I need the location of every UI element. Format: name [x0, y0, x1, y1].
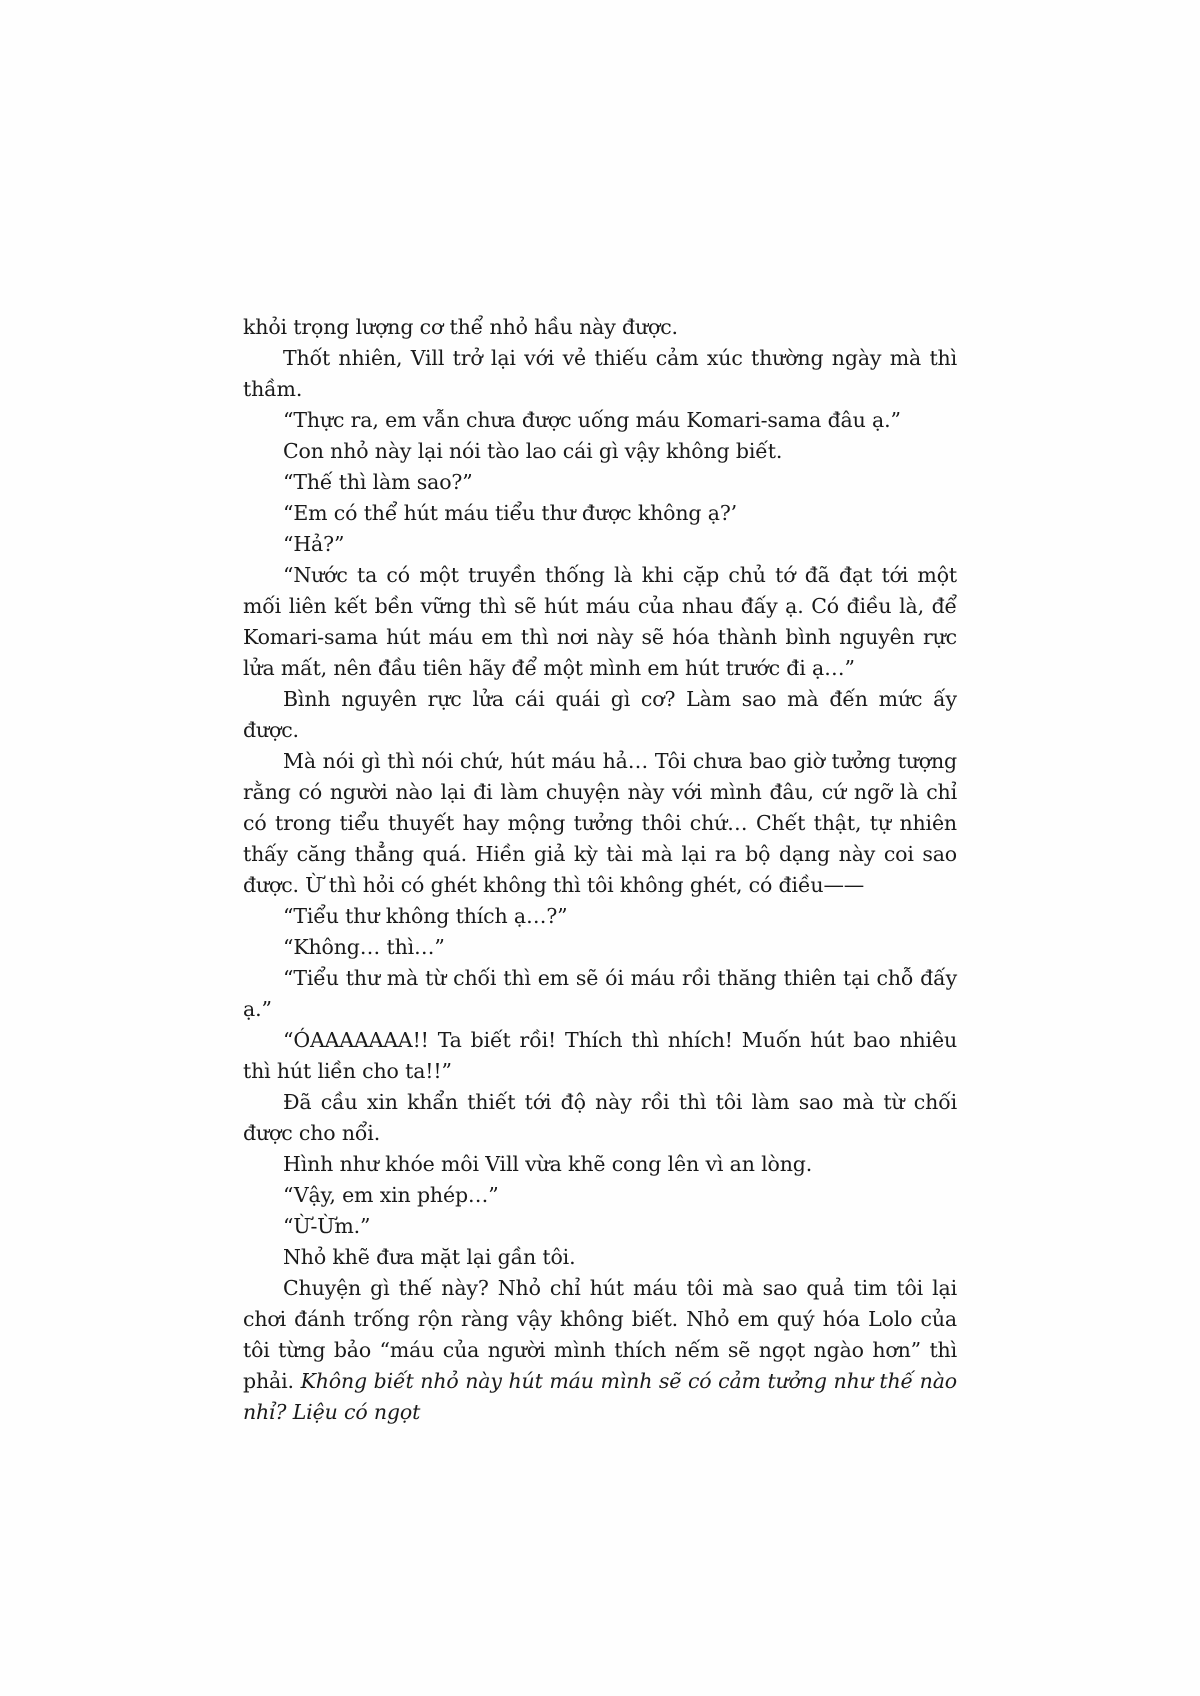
body-text: [243, 312, 957, 1428]
paragraph: “Vậy, em xin phép…”: [283, 1183, 499, 1207]
paragraph: khỏi trọng lượng cơ thể nhỏ hầu này được.: [243, 315, 678, 339]
paragraph: Bình nguyên rực lửa cái quái gì cơ? Làm sao mà đến mức ấy được.: [243, 687, 957, 742]
paragraph: “Không… thì…”: [283, 935, 445, 959]
paragraph: Con nhỏ này lại nói tào lao cái gì vậy không biết.: [283, 439, 783, 463]
paragraph: “ÓAAAAAAA!! Ta biết rồi! Thích thì nhích! Muốn hút bao nhiêu thì hút liền cho ta!!”: [243, 1028, 957, 1083]
paragraph: Mà nói gì thì nói chứ, hút máu hả… Tôi chưa bao giờ tưởng tượng rằng có người nào lại đi làm chuyện này với mình đâu, cứ ngỡ là chỉ có trong tiểu thuyết hay mộng tưởng thôi chứ… Chết thật, tự nhiên thấy căng thẳng quá. Hiền giả kỳ tài mà lại ra bộ dạng này coi sao được. Ừ thì hỏi có ghét không thì tôi không ghét, có điều——: [243, 749, 957, 897]
paragraph: Đã cầu xin khẩn thiết tới độ này rồi thì tôi làm sao mà từ chối được cho nổi.: [243, 1090, 957, 1145]
paragraph: Thốt nhiên, Vill trở lại với vẻ thiếu cảm xúc thường ngày mà thì thầm.: [243, 346, 957, 401]
paragraph: Nhỏ khẽ đưa mặt lại gần tôi.: [283, 1245, 576, 1269]
paragraph-last: [243, 1273, 957, 1428]
paragraph: “Tiểu thư mà từ chối thì em sẽ ói máu rồi thăng thiên tại chỗ đấy ạ.”: [243, 966, 957, 1021]
paragraph-text: Chuyện gì thế này? Nhỏ chỉ hút máu tôi mà sao quả tim tôi lại chơi đánh trống rộn ràng vậy không biết. Nhỏ em quý hóa Lolo của tôi từng bảo “máu của người mình thích nếm sẽ ngọt ngào hơn” thì phải.: [243, 1276, 957, 1393]
paragraph: “Ừ-Ừm.”: [283, 1214, 371, 1238]
paragraph: “Thế thì làm sao?”: [283, 470, 473, 494]
paragraph: “Em có thể hút máu tiểu thư được không ạ?’: [283, 501, 738, 525]
paragraph: “Tiểu thư không thích ạ…?”: [283, 904, 568, 928]
paragraph: “Nước ta có một truyền thống là khi cặp chủ tớ đã đạt tới một mối liên kết bền vững thì sẽ hút máu của nhau đấy ạ. Có điều là, để Komari-sama hút máu em thì nơi này sẽ hóa thành bình nguyên rực lửa mất, nên đầu tiên hãy để một mình em hút trước đi ạ…”: [243, 563, 957, 680]
paragraph: “Hả?”: [283, 532, 345, 556]
paragraph: Hình như khóe môi Vill vừa khẽ cong lên vì an lòng.: [283, 1152, 813, 1176]
paragraph: “Thực ra, em vẫn chưa được uống máu Komari-sama đâu ạ.”: [283, 408, 901, 432]
italic-thought: Không biết nhỏ này hút máu mình sẽ có cảm tưởng như thế nào nhỉ? Liệu có ngọt: [243, 1369, 957, 1424]
